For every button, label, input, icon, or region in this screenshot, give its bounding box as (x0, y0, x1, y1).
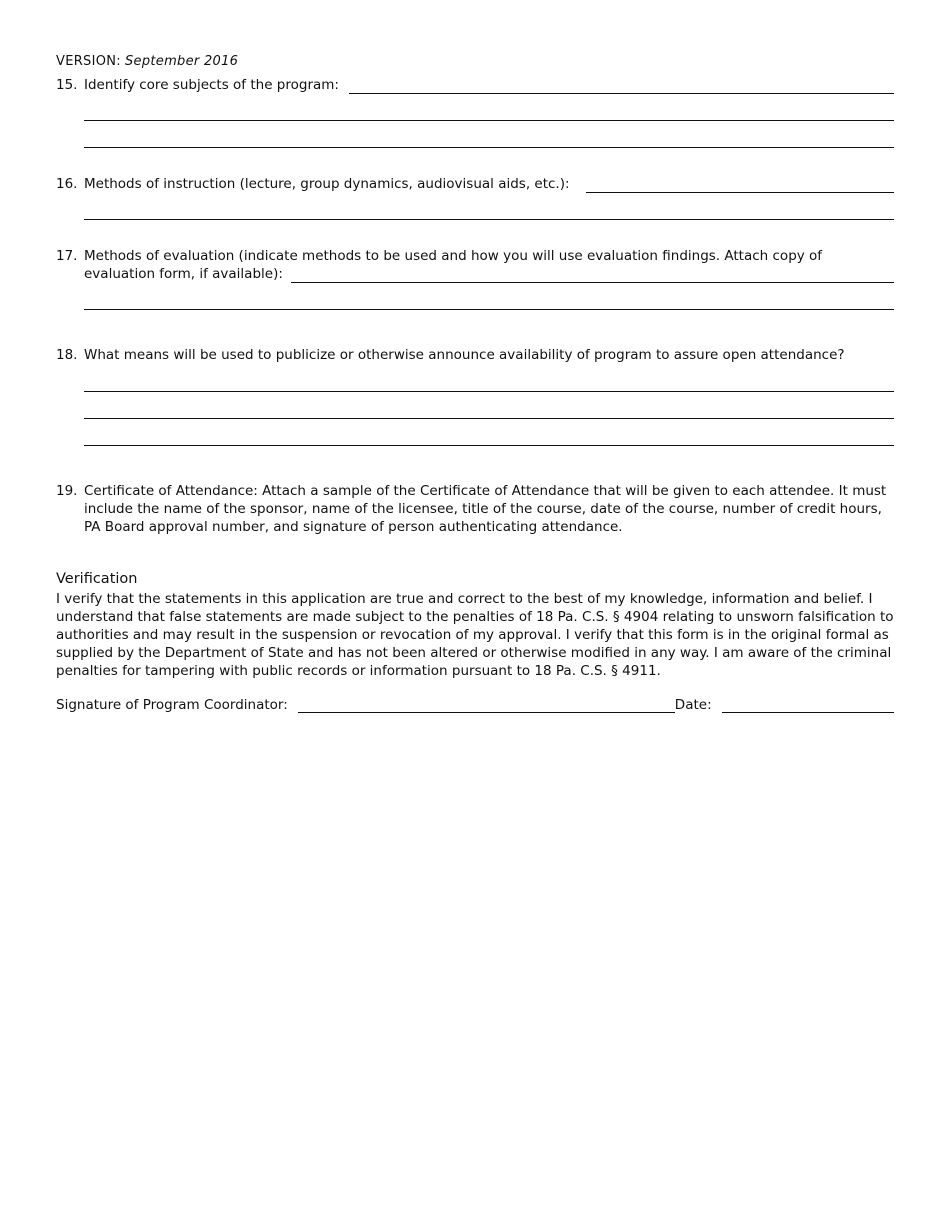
question-18 (56, 346, 894, 364)
question-text: Methods of instruction (lecture, group dynamics, audiovisual aids, etc.): (84, 176, 570, 192)
answer-line[interactable] (84, 120, 894, 121)
answer-line[interactable] (349, 77, 894, 94)
version-label: VERSION: (56, 54, 121, 69)
verification-heading: Verification (56, 571, 138, 587)
version-line (56, 54, 238, 69)
version-date: September 2016 (124, 54, 239, 69)
question-text: What means will be used to publicize or otherwise announce availability of program to assure open attendance? (84, 347, 845, 363)
question-15 (56, 76, 894, 94)
signature-label: Signature of Program Coordinator: (56, 697, 288, 713)
signature-row (56, 696, 894, 713)
question-number: 17. (56, 248, 78, 264)
question-number: 16. (56, 176, 78, 192)
question-number: 19. (56, 483, 78, 499)
answer-line[interactable] (84, 147, 894, 148)
verification-text: I verify that the statements in this application are true and correct to the best of my knowledge, information and belief. I understand that false statements are made subject to the penalties of 18 Pa. C.S. § 4904 relating to unsworn falsification to authorities and may result in the suspension or revocation of my approval. I verify that this form is in the original formal as supplied by the Department of State and has not been altered or otherwise modified in any way. I am aware of the criminal penalties for tampering with public records or information pursuant to 18 Pa. C.S. § 4911. (56, 591, 894, 679)
answer-line[interactable] (84, 445, 894, 446)
answer-line[interactable] (84, 418, 894, 419)
question-17 (56, 247, 894, 283)
question-number: 18. (56, 347, 78, 363)
answer-line[interactable] (84, 219, 894, 220)
signature-line[interactable] (298, 696, 675, 713)
question-text: Identify core subjects of the program: (84, 77, 339, 93)
answer-line[interactable] (291, 266, 894, 283)
answer-line[interactable] (84, 309, 894, 310)
answer-line[interactable] (84, 391, 894, 392)
question-text: Methods of evaluation (indicate methods to be used and how you will use evaluation findings. Attach copy of (84, 248, 823, 264)
question-19 (56, 482, 894, 536)
date-line[interactable] (722, 696, 894, 713)
question-16 (56, 175, 894, 193)
question-number: 15. (56, 77, 78, 93)
question-text: Certificate of Attendance: Attach a sample of the Certificate of Attendance that will be given to each attendee. It must include the name of the sponsor, name of the licensee, title of the course, date of the course, number of credit hours, PA Board approval number, and signature of person authenticating attendance. (84, 483, 887, 535)
question-text-continued: evaluation form, if available): (84, 266, 283, 282)
answer-line[interactable] (586, 176, 894, 193)
date-label: Date: (674, 697, 712, 713)
